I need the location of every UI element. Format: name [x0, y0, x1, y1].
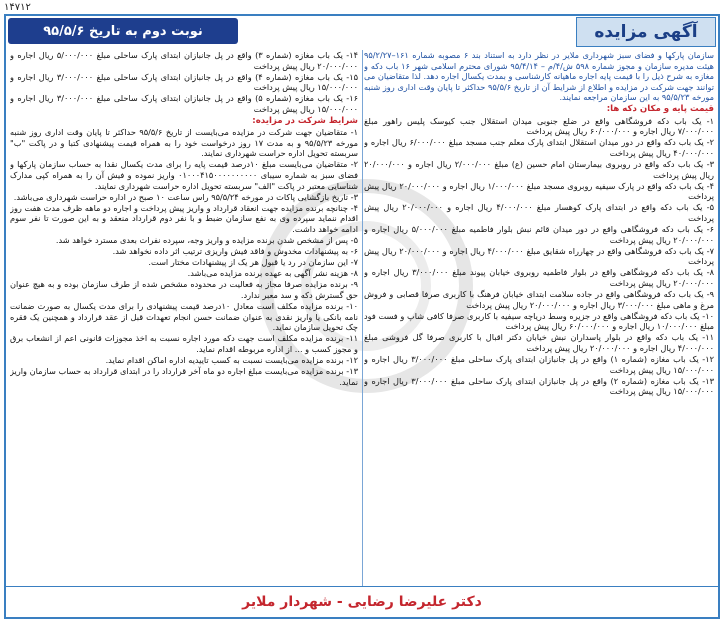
condition-item: ۹- برنده مزایده صرفا مجاز به فعالیت در محدوده مشخص شده از طرف سازمان بوده و به هیچ عنوان حق گسترش دکه و سد معبر ندارد. — [10, 279, 358, 301]
list-item: ۷- یک باب دکه فروشگاهی واقع در چهارراه شقایق مبلغ ۴/۰۰۰/۰۰۰ ریال اجاره و ۲۰/۰۰۰/۰۰۰ ریال پیش پرداخت — [364, 245, 714, 267]
column-divider — [362, 50, 363, 586]
ad-title: آگهی مزایده — [576, 17, 716, 47]
left-column — [10, 50, 358, 586]
intro-text: سازمان پارکها و فضای سبز شهرداری ملایر در نظر دارد به استناد بند ۶ مصوبه شماره ۱۶۱–۹۵/۲/۲۷ هیئت مدیره سازمان و مجوز شماره ۵۹۸ ش/۴/م – ۹۵/۴/۱۴ شورای محترم اسلامی شهر ۱۶ باب دکه و مغازه به شرح ذیل را با قیمت پایه اجاره ماهیانه کارشناسی و بمدت یکسال اجاره دهد. لذا متقاضیان می توانند جهت شرکت در مزایده و اطلاع از شرایط آن از تاریخ ۹۵/۵/۶ حداکثر تا پایان وقت اداری روز شنبه مورخه ۹۵/۵/۲۳ به این سازمان مراجعه نمایند. — [364, 50, 714, 103]
list-item: ۱۵- یک باب مغازه (شماره ۴) واقع در پل جانبازان ابتدای پارک ساحلی مبلغ ۳/۰۰۰/۰۰۰ ریال اجاره و ۱۵/۰۰۰/۰۰۰ ریال پیش پرداخت — [10, 71, 358, 93]
condition-item: ۷- این سازمان در رد یا قبول هر یک از پیشنهادات مختار است. — [148, 257, 358, 268]
condition-item: ۱۲- برنده مزایده می‌بایست نسبت به کسب تاییدیه اداره اماکن اقدام نماید. — [105, 355, 358, 366]
footer-signature: دکتر علیرضا رضایی - شهردار ملایر — [6, 586, 718, 617]
list-item: ۵- یک باب دکه واقع در ابتدای پارک کوهسار مبلغ ۴/۰۰۰/۰۰۰ ریال اجاره و ۲۰/۰۰۰/۰۰۰ ریال پیش پرداخت — [364, 202, 714, 223]
list-item: ۱۶- یک باب مغازه (شماره ۵) واقع در پل جانبازان ابتدای پارک ساحلی مبلغ ۳/۰۰۰/۰۰۰ ریال اجاره و ۱۵/۰۰۰/۰۰۰ ریال پیش پرداخت — [10, 93, 358, 114]
list-item: ۱۲- یک باب مغازه (شماره ۱) واقع در پل جانبازان ابتدای پارک ساحلی مبلغ ۳/۰۰۰/۰۰۰ ریال اجاره و ۱۵/۰۰۰/۰۰۰ ریال پیش پرداخت — [364, 354, 714, 375]
section-title-prices: قیمت پایه و مکان دکه ها: — [606, 103, 714, 114]
condition-item: ۱- متقاضیان جهت شرکت در مزایده می‌بایست از تاریخ ۹۵/۵/۶ حداکثر تا پایان وقت اداری روز شنبه مورخه ۹۵/۵/۲۳ و به مدت ۱۷ روز درخواست خود را به همراه قیمت پیشنهادی کتبا و در پاکت "ب" سربسته تحویل اداره حراست شهرداری نمایند. — [10, 127, 358, 159]
condition-item: ۲- متقاضیان می‌بایست مبلغ ۱۰درصد قیمت پایه را برای مدت یکسال نقدا به حساب سازمان پارکها و فضای سبز به شماره سیبای ۰۱۰۰۰۴۱۵۰۰۰۰۰۰۰۰۰۰ واریز نموده و فیش آن را به همراه کپی مدارک شناسایی معتبر در پاکت "الف" سربسته تحویل اداره حراست شهرداری نمایند. — [10, 159, 358, 191]
advertisement-frame — [4, 14, 720, 619]
condition-item: ۱۰- برنده مزایده مکلف است معادل ۱۰درصد قیمت پیشنهادی را برای مدت یکسال به صورت ضمانت نامه بانکی یا واریز نقدی به عنوان ضمانت حسن انجام تعهدات قبل از عقد قرارداد و همچنین یک فقره چک تحویل سازمان نماید. — [10, 301, 358, 333]
condition-item: ۸- هزینه نشر آگهی به عهده برنده مزایده می‌باشد. — [187, 268, 358, 279]
header — [6, 16, 718, 50]
date-badge: نوبت دوم به تاریخ ۹۵/۵/۶ — [8, 18, 238, 44]
list-item: ۴- یک باب دکه واقع در پارک سیفیه روبروی مسجد مبلغ ۱/۰۰۰/۰۰۰ ریال اجاره و ۲۰/۰۰۰/۰۰۰ ریال پیش پرداخت — [364, 180, 714, 202]
list-item: ۱۱- یک باب دکه واقع در بلوار پاسداران نبش خیابان دکتر اقبال با کاربری صرفا گل فروشی مبلغ ۴/۰۰۰/۰۰۰ ریال اجاره و ۲۰/۰۰۰/۰۰۰ ریال پیش پرداخت — [364, 332, 714, 354]
list-item: ۱۳- یک باب مغازه (شماره ۲) واقع در پل جانبازان ابتدای پارک ساحلی مبلغ ۳/۰۰۰/۰۰۰ ریال اجاره و ۱۵/۰۰۰/۰۰۰ ریال پیش پرداخت — [364, 375, 714, 397]
condition-item: ۵- پس از مشخص شدن برنده مزایده و واریز وجه، سپرده نفرات بعدی مسترد خواهد شد. — [55, 235, 358, 246]
list-item: ۹- یک باب دکه فروشگاهی واقع در جاده سلامت ابتدای خیابان فرهنگ با کاربری صرفا قصابی و فروش مرغ و ماهی مبلغ ۳/۰۰۰/۰۰۰ ریال اجاره و ۲۰/۰۰۰/۰۰۰ ریال پیش پرداخت — [364, 289, 714, 310]
list-item: ۱- یک باب دکه فروشگاهی واقع در ضلع جنوبی میدان استقلال جنب کیوسک پلیس راهور مبلغ ۷/۰۰۰/۰۰۰ ریال اجاره و ۶۰/۰۰۰/۰۰۰ ریال پیش پرداخت — [364, 115, 714, 137]
list-item: ۳- یک باب دکه واقع در روبروی بیمارستان امام حسین (ع) مبلغ ۲/۰۰۰/۰۰۰ ریال اجاره و ۲۰/۰۰۰/۰۰۰ ریال پیش پرداخت — [364, 158, 714, 180]
list-item: ۲- یک باب دکه واقع در دور میدان استقلال ابتدای پارک معلم جنب مسجد مبلغ ۶/۰۰۰/۰۰۰ ریال اجاره و ۴۰/۰۰۰/۰۰۰ ریال پیش پرداخت — [364, 137, 714, 158]
list-item: ۱۰- یک باب دکه فروشگاهی واقع در جزیره وسط دریاچه سیفیه با کاربری صرفا کافی شاپ و فست فود مبلغ ۱۰/۰۰۰/۰۰۰ ریال اجاره و ۶۰/۰۰۰/۰۰۰ ریال پیش پرداخت — [364, 310, 714, 332]
ad-number: ۱۴۷۱۲ — [4, 2, 31, 13]
list-item: ۱۴- یک باب مغازه (شماره ۳) واقع در پل جانبازان ابتدای پارک ساحلی مبلغ ۵/۰۰۰/۰۰۰ ریال اجاره و ۲۰/۰۰۰/۰۰۰ ریال پیش پرداخت — [10, 50, 358, 71]
condition-item: ۳- تاریخ بازگشایی پاکات در مورخه ۹۵/۵/۲۴ راس ساعت ۱۰ صبح در اداره حراست شهرداری می‌باشد. — [13, 191, 358, 202]
section-title-conditions: شرایط شرکت در مزایده: — [252, 115, 358, 126]
list-item: ۶- یک باب دکه فروشگاهی واقع در دور میدان قائم نبش بلوار فاطمیه مبلغ ۵/۰۰۰/۰۰۰ ریال اجاره و ۲۰/۰۰۰/۰۰۰ ریال پیش پرداخت — [364, 224, 714, 245]
condition-item: ۱۱- برنده مزایده مکلف است جهت دکه مورد اجاره نسبت به اخذ مجوزات قانونی اعم از انشعاب برق و مجوز کسب و ... از اداره مربوطه اقدام نماید. — [10, 333, 358, 355]
right-column — [364, 50, 714, 586]
condition-item: ۶- به پیشنهادات مخدوش و فاقد فیش واریزی ترتیب اثر داده نخواهد شد. — [112, 246, 358, 257]
condition-item: ۴- چنانچه برنده مزایده جهت انعقاد قرارداد و واریز پیش پرداخت و اجاره دو ماهه ظرف مدت هفت روز اقدام ننماید سپرده وی به نفع سازمان ضبط و با نفر دوم قرارداد منعقد و به این صورت تا نفر سوم ادامه خواهد داشت. — [10, 202, 358, 234]
condition-item: ۱۳- برنده مزایده می‌بایست مبلغ اجاره دو ماه آخر قرارداد را در ابتدای قرارداد به حساب سازمان واریز نماید. — [10, 366, 358, 387]
list-item: ۸- یک باب دکه فروشگاهی واقع در بلوار فاطمیه روبروی خیابان پیوند مبلغ ۳/۰۰۰/۰۰۰ ریال اجاره و ۲۰/۰۰۰/۰۰۰ ریال پیش پرداخت — [364, 267, 714, 288]
